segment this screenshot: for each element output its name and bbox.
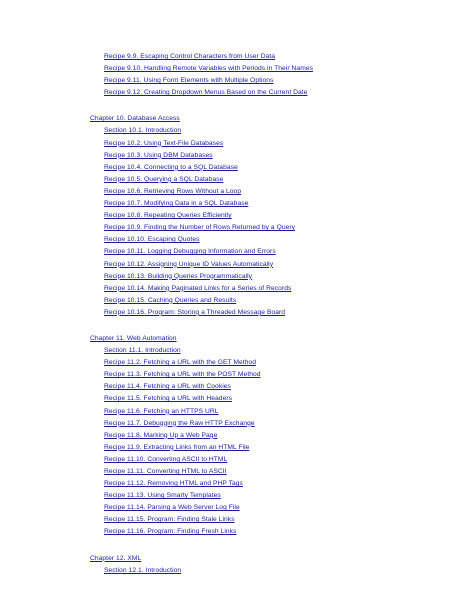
recipe-link[interactable]: Recipe 10.5. Querying a SQL Database <box>104 175 224 183</box>
recipe-link[interactable]: Recipe 11.7. Debugging the Raw HTTP Exchange <box>104 419 255 427</box>
recipe-link[interactable]: Recipe 9.12. Creating Dropdown Menus Based on the Current Date <box>104 89 308 97</box>
recipe-link[interactable]: Recipe 11.13. Using Smarty Templates <box>104 492 221 500</box>
section-link[interactable]: Section 11.1. Introduction <box>104 347 181 355</box>
recipe-link[interactable]: Recipe 11.14. Parsing a Web Server Log File <box>104 504 240 512</box>
recipe-link[interactable]: Recipe 9.11. Using Form Elements with Multiple Options <box>104 77 274 85</box>
chapter-link[interactable]: Chapter 10. Database Access <box>90 115 180 123</box>
section-gap <box>0 99 463 113</box>
section-gap <box>0 539 463 553</box>
recipe-link[interactable]: Recipe 9.10. Handling Remote Variables with Periods in Their Names <box>104 65 313 73</box>
recipe-link[interactable]: Recipe 10.16. Program: Storing a Threaded Message Board <box>104 308 286 316</box>
section-link[interactable]: Section 10.1. Introduction <box>104 127 182 135</box>
recipe-link[interactable]: Recipe 10.13. Building Queries Programmatically <box>104 272 253 280</box>
recipe-link[interactable]: Recipe 10.11. Logging Debugging Information and Errors <box>104 248 276 256</box>
recipe-link[interactable]: Recipe 11.3. Fetching a URL with the POST Method <box>104 371 261 379</box>
recipe-link[interactable]: Recipe 11.2. Fetching a URL with the GET Method <box>104 359 257 367</box>
chapter-link[interactable]: Chapter 12. XML <box>90 554 142 562</box>
recipe-link[interactable]: Recipe 9.9. Escaping Control Characters from User Data <box>104 53 276 60</box>
recipe-link[interactable]: Recipe 10.12. Assigning Unique ID Values Automatically <box>104 260 274 268</box>
recipe-link[interactable]: Recipe 11.15. Program: Finding Stale Links <box>104 516 235 524</box>
recipe-link[interactable]: Recipe 10.4. Connecting to a SQL Database <box>104 163 238 171</box>
recipe-link[interactable]: Recipe 11.16. Program: Finding Fresh Links <box>104 528 237 536</box>
recipe-link[interactable]: Recipe 10.8. Repeating Queries Efficiently <box>104 212 232 220</box>
section-link[interactable]: Section 12.1. Introduction <box>104 566 182 574</box>
recipe-link[interactable]: Recipe 10.15. Caching Queries and Results <box>104 296 237 304</box>
table-of-contents <box>0 51 463 577</box>
recipe-link[interactable]: Recipe 10.3. Using DBM Databases <box>104 151 213 159</box>
recipe-link[interactable]: Recipe 11.11. Converting HTML to ASCII <box>104 468 227 475</box>
recipe-link[interactable]: Recipe 11.6. Fetching an HTTPS URL <box>104 407 219 415</box>
recipe-link[interactable]: Recipe 11.10. Converting ASCII to HTML <box>104 455 228 463</box>
recipe-link[interactable]: Recipe 10.6. Retrieving Rows Without a Loop <box>104 187 242 195</box>
section-gap <box>0 319 463 333</box>
recipe-link[interactable]: Recipe 11.5. Fetching a URL with Headers <box>104 395 233 403</box>
recipe-link[interactable]: Recipe 10.2. Using Text-File Databases <box>104 139 224 147</box>
recipe-link[interactable]: Recipe 11.12. Removing HTML and PHP Tags <box>104 480 243 488</box>
recipe-link[interactable]: Recipe 11.9. Extracting Links from an HTML File <box>104 443 250 451</box>
chapter-link[interactable]: Chapter 11. Web Automation <box>90 334 177 342</box>
recipe-link[interactable]: Recipe 10.7. Modifying Data in a SQL Database <box>104 200 249 208</box>
recipe-link[interactable]: Recipe 10.14. Making Paginated Links for a Series of Records <box>104 284 292 292</box>
recipe-link[interactable]: Recipe 10.10. Escaping Quotes <box>104 236 200 244</box>
recipe-link[interactable]: Recipe 11.8. Marking Up a Web Page <box>104 431 218 439</box>
recipe-link[interactable]: Recipe 10.9. Finding the Number of Rows Returned by a Query <box>104 224 296 232</box>
recipe-link[interactable]: Recipe 11.4. Fetching a URL with Cookies <box>104 383 231 391</box>
